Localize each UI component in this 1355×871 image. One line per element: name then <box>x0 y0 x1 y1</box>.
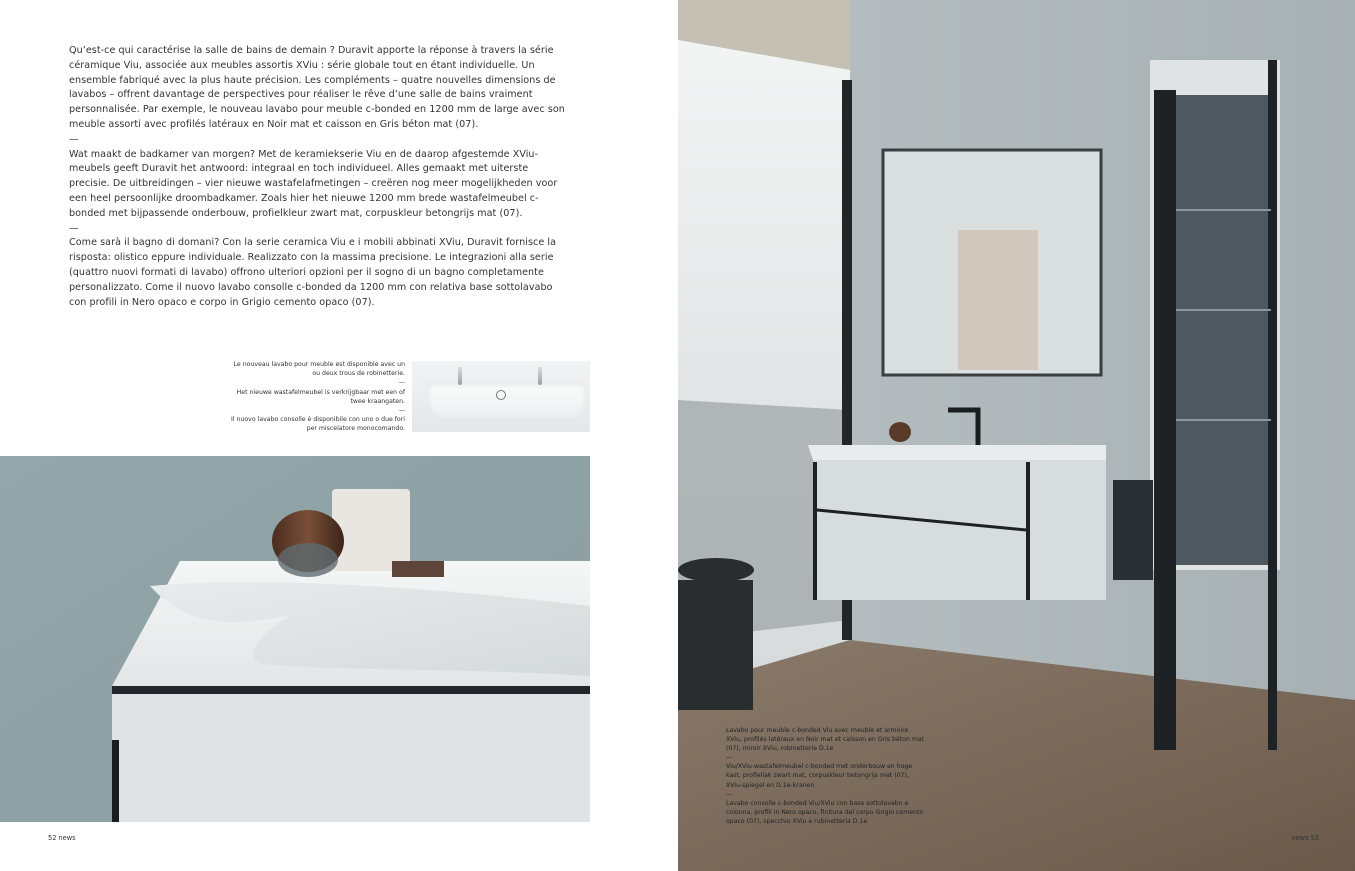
paragraph-nl: Wat maakt de badkamer van morgen? Met de keramiekserie Viu en de daarop afgestemde XViu-meubels geeft Duravit het antwoord: integraal en toch individueel. Alles gemaakt met uiterste precisie. De uitbreidingen – vier nieuwe wastafelafmetingen – creëren nog meer mogelijkheden voor een heel persoonlijke droombadkamer. Zoals hier het nieuwe 1200 mm brede wastafelmeubel c-bonded met bijpassende onderbouw, profielkleur zwart mat, corpuskleur betongrijs mat (07). <box>69 148 558 219</box>
photo-caption-separator: — <box>726 754 733 762</box>
faucet-icon <box>538 367 542 385</box>
caption-separator: — <box>398 379 405 387</box>
paragraph-fr: Qu’est-ce qui caractérise la salle de bains de demain ? Duravit apporte la réponse à travers la série céramique Viu, associée aux meubles assortis XViu : série globale tout en étant individuelle. Un ensemble fabriqué avec la plus haute précision. Les compléments – quatre nouvelles dimensions de lavabos – offrent davantage de perspectives pour réaliser le rêve d’une salle de bains vraiment personnalisée. Par exemple, le nouveau lavabo pour meuble c-bonded en 1200 mm de large avec son meuble assorti avec profilés latéraux en Noir mat et caisson en Gris béton mat (07). <box>69 45 565 130</box>
washbasin-detail-illustration <box>0 456 590 822</box>
basin-shape <box>428 382 586 418</box>
separator-dash: — <box>69 133 79 145</box>
photo-caption-nl: Viu/XViu-wastafelmeubel c-bonded met onderbouw en hoge kast, profiellak zwart mat, corpuskleur betongrijs mat (07), XViu-spiegel en D.1e-kranen <box>726 763 913 789</box>
paragraph-it: Come sarà il bagno di domani? Con la serie ceramica Viu e i mobili abbinati XViu, Duravit fornisce la risposta: olistico eppure individuale. Realizzato con la massima precisione. Le integrazioni alla serie (quattro nuovi formati di lavabo) offrono ulteriori opzioni per il sogno di un bagno completamente personalizzato. Come il nuovo lavabo consolle c-bonded da 1200 mm con relativa base sottolavabo con profili in Nero opaco e corpo in Grigio cemento opaco (07). <box>69 237 557 308</box>
faucet-icon <box>458 367 462 385</box>
photo-caption-it: Lavabo consolle c-bonded Viu/XViu con base sottolavabo e colonna, profili in Nero opaco, finitura del corpo Grigio cemento opaco (07), specchio XViu e rubinetteria D.1e <box>726 799 924 825</box>
interior-photo-caption <box>726 726 926 826</box>
caption-fr: Le nouveau lavabo pour meuble est disponible avec un ou deux trous de robinetterie. <box>233 361 405 378</box>
separator-dash: — <box>69 222 79 234</box>
caption-separator: — <box>398 407 405 415</box>
caption-nl: Het nieuwe wastafelmeubel is verkrijgbaar met een of twee kraangaten. <box>236 388 405 405</box>
drain-icon <box>496 390 506 400</box>
photo-caption-separator: — <box>726 790 733 798</box>
thumbnail-caption <box>230 360 405 434</box>
right-page <box>678 0 1355 871</box>
washbasin-thumbnail-image <box>412 361 590 432</box>
page-number-right: news 53 <box>1291 834 1319 842</box>
page-number-left: 52 news <box>48 834 76 842</box>
photo-caption-fr: Lavabo pour meuble c-bonded Viu avec meuble et armoire XViu, profilés latéraux en Noir mat et caisson en Gris béton mat (07), miroir XViu, robinetterie D.1e <box>726 727 925 753</box>
intro-text-block <box>69 44 569 310</box>
caption-it: Il nuovo lavabo consolle è disponibile con uno o due fori per miscelatore monocomando. <box>231 416 405 433</box>
washbasin-detail-photo <box>0 456 590 822</box>
